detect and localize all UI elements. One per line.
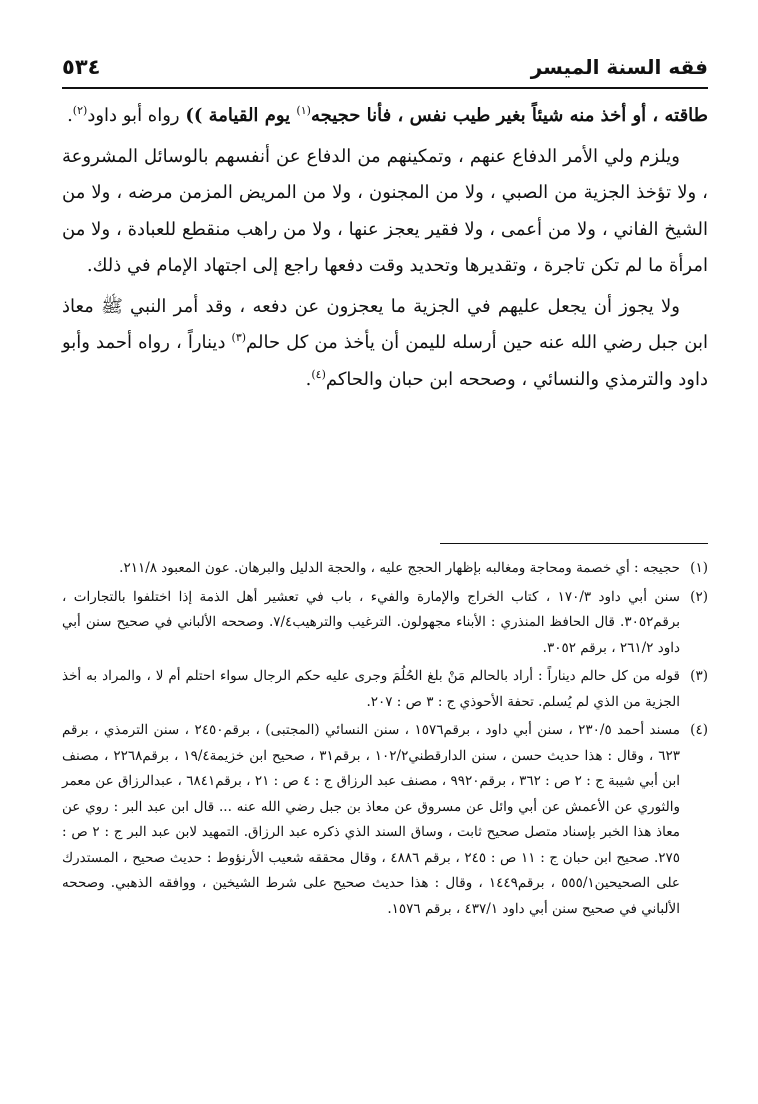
footnote-text: مسند أحمد ٢٣٠/٥ ، سنن أبي داود ، برقم١٥٧٦ ، سنن النسائي (المجتبى) ، برقم٢٤٥٠ ، سنن الترمذي ، برقم ٦٢٣ ، وقال : هذا حديث حسن ، سنن الدارقطني١٠٢/٢ ، برقم٣١ ، صحيح ابن خزيمة١٩/٤ ، برقم٢٢٦٨ ، مصنف ابن أبي شيبة ج : ٢ ص : ٣٦٢ ، برقم٩٩٢٠ ، مصنف عبد الرزاق ج : ٤ ص : ٢١ ، برقم٦٨٤١ ، عبدالرزاق عن معمر والثوري عن الأعمش عن أبي وائل عن مسروق عن معاذ بن جبل رضي الله عنه ... قال ابن عبد البر : روي عن معاذ هذا الخبر بإسناد متصل صحيح ثابت ، وساق السند الذي ذكره عبد الرزاق. التمهيد لابن عبد البر ج : ٢ ص : ٢٧٥. صحيح ابن حبان ج : ١١ ص : ٢٤٥ ، برقم ٤٨٨٦ ، وقال محققه شعيب الأرنؤوط : حديث صحيح ، المستدرك على الصحيحين٥٥٥/١ ، برقم١٤٤٩ ، وقال : هذا حديث صحيح على شرط الشيخين ، ووافقه الذهبي. وصححه الألباني في صحيح سنن أبي داود ٤٣٧/١ ، برقم ١٥٧٦. (62, 722, 681, 917)
paragraph-end: . (305, 368, 312, 390)
hadith-quote-end: يوم القيامة )) (185, 105, 297, 126)
paragraph-3 (62, 289, 708, 399)
narration-text: رواه أبو داود (87, 105, 186, 126)
hadith-quote: طاقته ، أو أخذ منه شيئاً بغير طيب نفس ، فأنا حجيجه (310, 105, 708, 126)
footnote-number: (٢) (690, 588, 708, 605)
footnotes (62, 556, 708, 925)
header-rule (62, 87, 708, 89)
paragraph-end: . (67, 105, 73, 126)
footnote-text: سنن أبي داود ١٧٠/٣ ، كتاب الخراج والإمارة والفيء ، باب في تعشير أهل الذمة إذا اختلفوا بالتجارات ، برقم٣٠٥٢. قال الحافظ المنذري : الأبناء مجهولون. الترغيب والترهيب٧/٤. وصححه الألباني في صحيح سنن أبي داود ٢٦١/٢ ، برقم ٣٠٥٢. (62, 588, 680, 656)
footnote (62, 664, 708, 715)
paragraph-1 (62, 98, 708, 135)
footnote-number: (٤) (690, 722, 708, 738)
footnote (62, 718, 708, 922)
footnote-text: قوله من كل حالم ديناراً : أراد بالحالم مَنْ بلغ الحُلُمَ وجرى عليه حكم الرجال سواء احتلم أم لا ، والمراد به أخذ الجزية من الذي لم يُسلم. تحفة الأحوذي ج : ٣ ص : ٢٠٧. (62, 668, 680, 710)
footnote-number: (١) (690, 560, 708, 576)
footnote-ref-3: (٣) (231, 331, 247, 344)
paragraph-3-text-b: ديناراً ، رواه أحمد وأبو داود والترمذي والنسائي ، وصححه ابن حبان والحاكم (62, 332, 708, 390)
footnote (62, 585, 708, 662)
footnote (62, 556, 708, 582)
running-title: فقه السنة الميسر (530, 55, 708, 79)
footnote-ref-1: (١) (296, 104, 311, 117)
footnote-text: حجيجه : أي خصمة ومحاجة ومغالبه بإظهار الحجج عليه ، والحجة الدليل والبرهان. عون المعبود ٢١١/٨. (119, 560, 680, 576)
page-header (62, 50, 708, 84)
footnote-number: (٣) (690, 668, 708, 684)
paragraph-2: ويلزم ولي الأمر الدفاع عنهم ، وتمكينهم من الدفاع عن أنفسهم بالوسائل المشروعة ، ولا تؤخذ الجزية من الصبي ، ولا من المجنون ، ولا من المريض المزمن مرضه ، ولا من الشيخ الفاني ، ولا من أعمى ، ولا فقير يعجز عنها ، ولا من راهب منقطع للعبادة ، ولا من امرأة ما لم تكن تاجرة ، وتقديرها وتحديد وقت دفعها راجع إلى اجتهاد الإمام في ذلك. (62, 145, 708, 276)
paragraph-3-text-a: ولا يجوز أن يجعل عليهم في الجزية ما يعجزون عن دفعه ، وقد أمر النبي ﷺ معاذ ابن جبل رضي الله عنه حين أرسله لليمن أن يأخذ من كل حالم (62, 295, 708, 353)
page-number: ٥٣٤ (62, 55, 101, 79)
footnote-ref-4: (٤) (311, 367, 326, 381)
footnote-rule (440, 543, 708, 544)
footnote-ref-2: (٢) (72, 104, 88, 117)
main-text (62, 98, 708, 398)
